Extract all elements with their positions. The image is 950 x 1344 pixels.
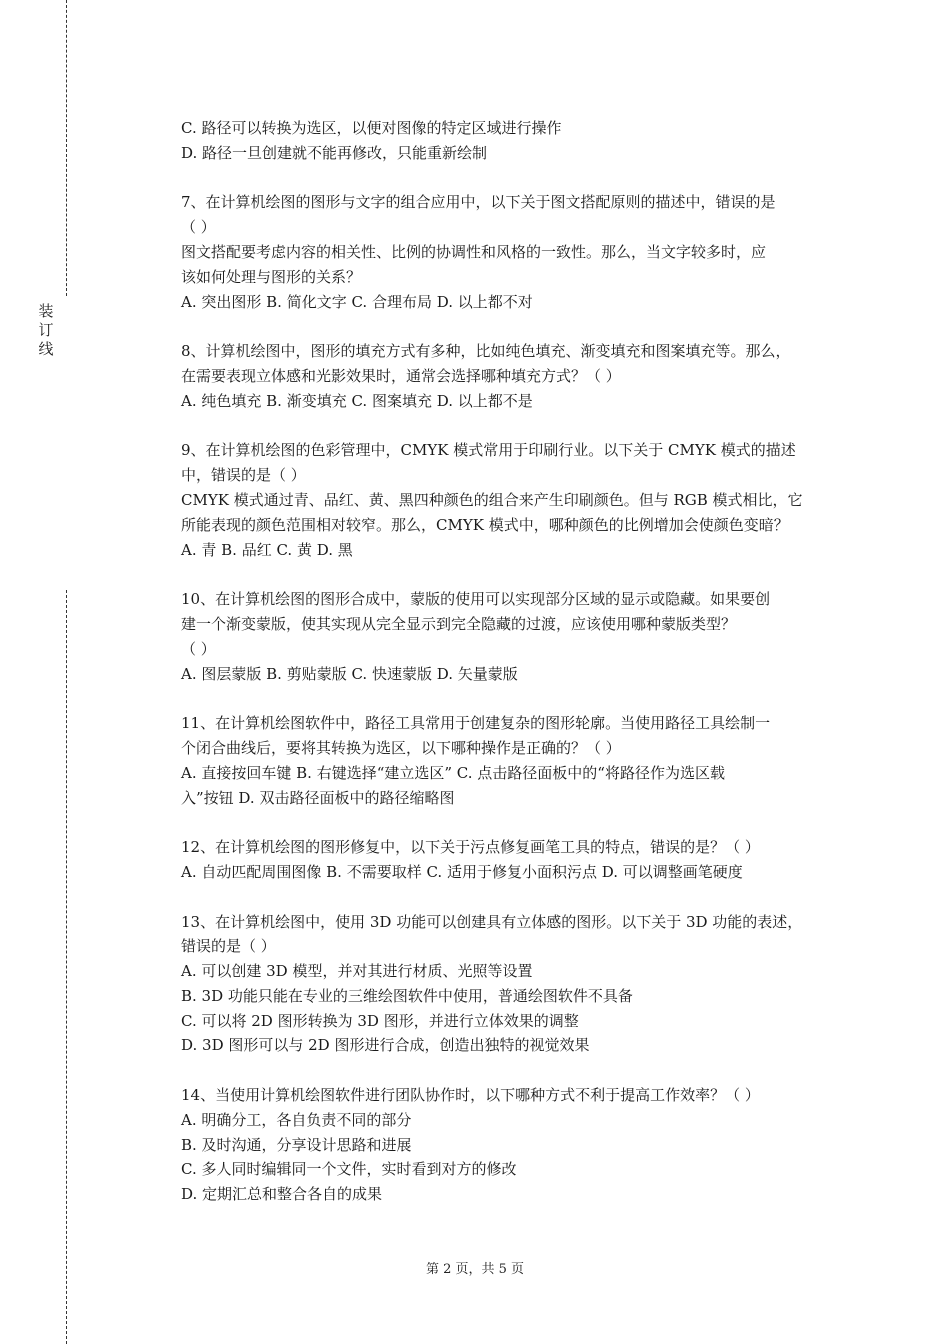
question-line: （ ） bbox=[181, 218, 216, 237]
question-block bbox=[181, 835, 851, 885]
question-line: 图文搭配要考虑内容的相关性、比例的协调性和风格的一致性。那么，当文字较多时，应 bbox=[181, 242, 767, 261]
question-line: 建一个渐变蒙版，使其实现从完全显示到完全隐藏的过渡，应该使用哪种蒙版类型？ bbox=[181, 614, 737, 633]
question-line: （ ） bbox=[181, 639, 216, 658]
binding-label bbox=[36, 302, 56, 359]
question-line: CMYK 模式通过青、品红、黄、黑四种颜色的组合来产生印刷颜色。但与 RGB 模式相比，它 bbox=[181, 490, 803, 509]
question-line: 8、计算机绘图中，图形的填充方式有多种，比如纯色填充、渐变填充和图案填充等。那么， bbox=[181, 342, 791, 361]
question-line: B. 3D 功能只能在专业的三维绘图软件中使用，普通绘图软件不具备 bbox=[181, 986, 633, 1005]
question-block bbox=[181, 438, 851, 562]
question-block bbox=[181, 190, 851, 314]
question-block bbox=[181, 339, 851, 413]
question-line: A. 纯色填充 B. 渐变填充 C. 图案填充 D. 以上都不是 bbox=[181, 391, 533, 410]
question-line: 错误的是（ ） bbox=[181, 937, 276, 956]
question-line: 个闭合曲线后，要将其转换为选区，以下哪种操作是正确的？（ ） bbox=[181, 738, 621, 757]
question-line: A. 青 B. 品红 C. 黄 D. 黑 bbox=[181, 540, 353, 559]
question-line: 11、在计算机绘图软件中，路径工具常用于创建复杂的图形轮廓。当使用路径工具绘制一 bbox=[181, 714, 771, 733]
question-line: 中，错误的是（ ） bbox=[181, 466, 306, 485]
question-block bbox=[181, 910, 851, 1059]
question-line: 10、在计算机绘图的图形合成中，蒙版的使用可以实现部分区域的显示或隐藏。如果要创 bbox=[181, 590, 771, 609]
question-line: A. 图层蒙版 B. 剪贴蒙版 C. 快速蒙版 D. 矢量蒙版 bbox=[181, 664, 518, 683]
binding-line-top bbox=[66, 0, 67, 296]
question-line: A. 明确分工，各自负责不同的部分 bbox=[181, 1110, 412, 1129]
question-block bbox=[181, 711, 851, 810]
question-line: D. 定期汇总和整合各自的成果 bbox=[181, 1185, 383, 1204]
question-line: 14、当使用计算机绘图软件进行团队协作时，以下哪种方式不利于提高工作效率？（ ） bbox=[181, 1086, 760, 1105]
question-line: A. 直接按回车键 B. 右键选择“建立选区” C. 点击路径面板中的“将路径作为选区载 bbox=[181, 763, 725, 782]
question-line: C. 可以将 2D 图形转换为 3D 图形，并进行立体效果的调整 bbox=[181, 1011, 579, 1030]
question-line: 入”按钮 D. 双击路径面板中的路径缩略图 bbox=[181, 788, 455, 807]
question-line: 所能表现的颜色范围相对较窄。那么，CMYK 模式中，哪种颜色的比例增加会使颜色变暗？ bbox=[181, 515, 789, 534]
question-list bbox=[181, 116, 851, 1207]
question-line: C. 路径可以转换为选区，以便对图像的特定区域进行操作 bbox=[181, 119, 562, 137]
question-block bbox=[181, 587, 851, 686]
question-line: 该如何处理与图形的关系？ bbox=[181, 267, 362, 286]
question-line: 9、在计算机绘图的色彩管理中，CMYK 模式常用于印刷行业。以下关于 CMYK 模式的描述 bbox=[181, 441, 796, 460]
page-footer: 第 2 页，共 5 页 bbox=[425, 1262, 525, 1277]
binding-char: 订 bbox=[38, 321, 54, 339]
binding-line-bottom bbox=[66, 590, 67, 1344]
question-block bbox=[181, 116, 851, 166]
question-line: A. 突出图形 B. 简化文字 C. 合理布局 D. 以上都不对 bbox=[181, 292, 533, 311]
question-line: D. 路径一旦创建就不能再修改，只能重新绘制 bbox=[181, 143, 488, 162]
question-line: D. 3D 图形可以与 2D 图形进行合成，创造出独特的视觉效果 bbox=[181, 1036, 590, 1055]
binding-char: 装 bbox=[38, 302, 54, 320]
question-line: C. 多人同时编辑同一个文件，实时看到对方的修改 bbox=[181, 1160, 517, 1179]
question-line: 在需要表现立体感和光影效果时，通常会选择哪种填充方式？（ ） bbox=[181, 366, 621, 385]
question-block bbox=[181, 1083, 851, 1207]
question-line: 13、在计算机绘图中，使用 3D 功能可以创建具有立体感的图形。以下关于 3D 功能的表述， bbox=[181, 912, 803, 931]
question-line: A. 可以创建 3D 模型，并对其进行材质、光照等设置 bbox=[181, 962, 533, 981]
question-line: 12、在计算机绘图的图形修复中，以下关于污点修复画笔工具的特点，错误的是？（ ） bbox=[181, 838, 760, 857]
binding-char: 线 bbox=[38, 340, 54, 358]
question-line: 7、在计算机绘图的图形与文字的组合应用中，以下关于图文搭配原则的描述中，错误的是 bbox=[181, 193, 776, 212]
question-line: B. 及时沟通，分享设计思路和进展 bbox=[181, 1135, 412, 1154]
question-line: A. 自动匹配周围图像 B. 不需要取样 C. 适用于修复小面积污点 D. 可以调整画笔硬度 bbox=[181, 862, 743, 881]
